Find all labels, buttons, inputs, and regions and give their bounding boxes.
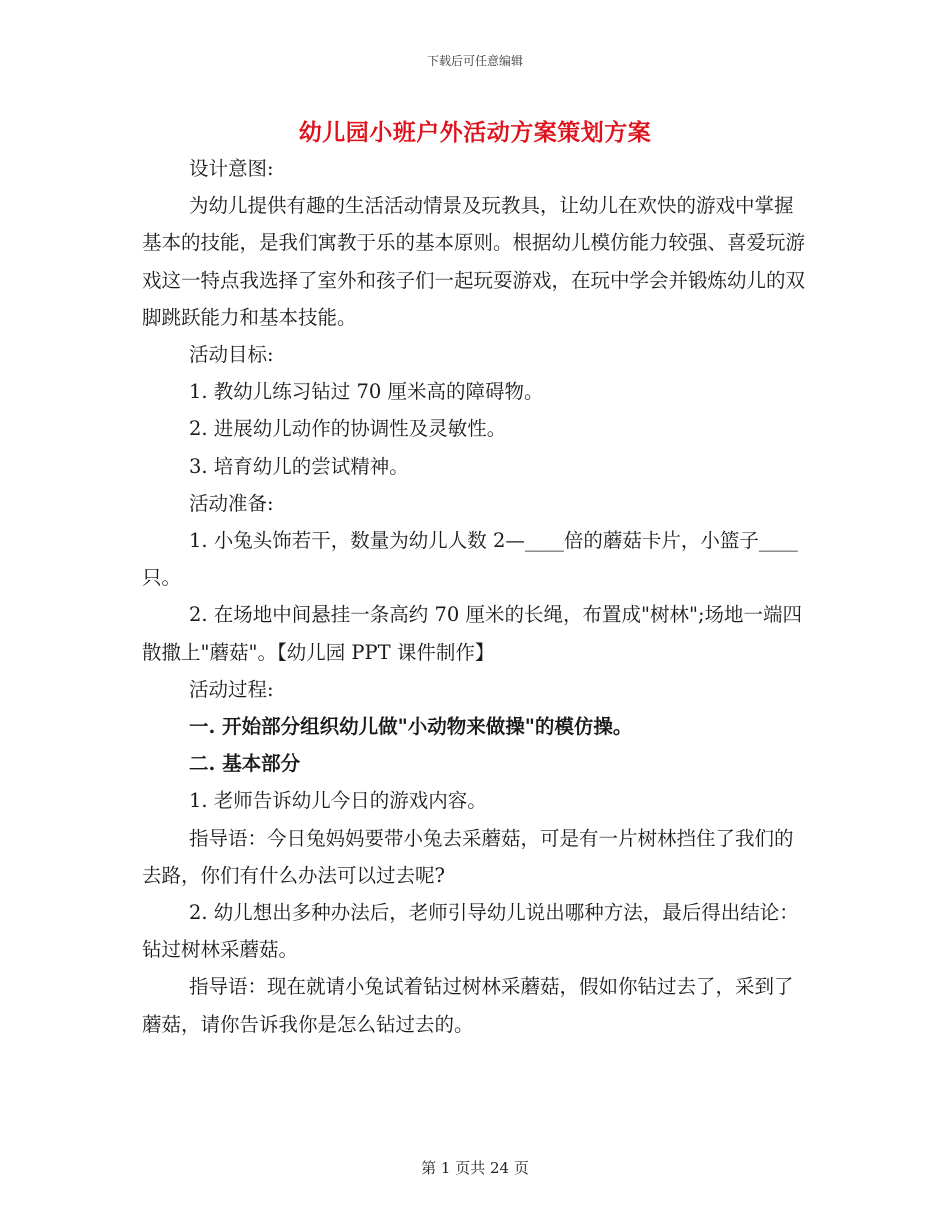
preparation-item-1: 1. 小兔头饰若干，数量为幼儿人数 2—____倍的蘑菇卡片，小篮子____只。 [142,529,798,590]
guidance-2: 指导语：现在就请小兔试着钻过树林采蘑菇，假如你钻过去了，采到了蘑菇，请你告诉我你是怎么钻过去的。 [142,975,794,1036]
process-part-2-heading: 二. 基本部分 [189,752,301,776]
header-note: 下载后可任意编辑 [426,54,523,68]
process-step-1: 1. 老师告诉幼儿今日的游戏内容。 [189,789,487,813]
process-step-2: 2. 幼儿想出多种办法后，老师引导幼儿说出哪种方法，最后得出结论：钻过树林采蘑菇。 [142,901,799,962]
preparation-item-2: 2. 在场地中间悬挂一条高约 70 厘米的长绳，布置成"树林";场地一端四散撒上"蘑菇"。【幼儿园 PPT 课件制作】 [142,603,803,664]
goal-item-1: 1. 教幼儿练习钻过 70 厘米高的障碍物。 [189,380,544,404]
paragraph-intent: 为幼儿提供有趣的生活活动情景及玩教具，让幼儿在欢快的游戏中掌握基本的技能，是我们寓教于乐的基本原则。根据幼儿模仿能力较强、喜爱玩游戏这一特点我选择了室外和孩子们一起玩耍游戏，在玩中学会并锻炼幼儿的双脚跳跃能力和基本技能。 [142,194,806,329]
page-footer: 第 1 页共 24 页 [421,1159,529,1177]
document-title: 幼儿园小班户外活动方案策划方案 [298,119,652,146]
process-part-1-heading: 一. 开始部分组织幼儿做"小动物来做操"的模仿操。 [189,715,633,739]
guidance-1: 指导语：今日兔妈妈要带小兔去采蘑菇，可是有一片树林挡住了我们的去路，你们有什么办法可以过去呢? [142,826,794,887]
document-body [142,150,810,1043]
goal-item-3: 3. 培育幼儿的尝试精神。 [189,454,409,478]
section-heading-preparation: 活动准备: [189,491,274,515]
section-heading-intent: 设计意图: [189,157,274,180]
section-heading-process: 活动过程: [189,677,274,701]
goal-item-2: 2. 进展幼儿动作的协调性及灵敏性。 [189,417,507,441]
section-heading-goals: 活动目标: [189,343,274,367]
